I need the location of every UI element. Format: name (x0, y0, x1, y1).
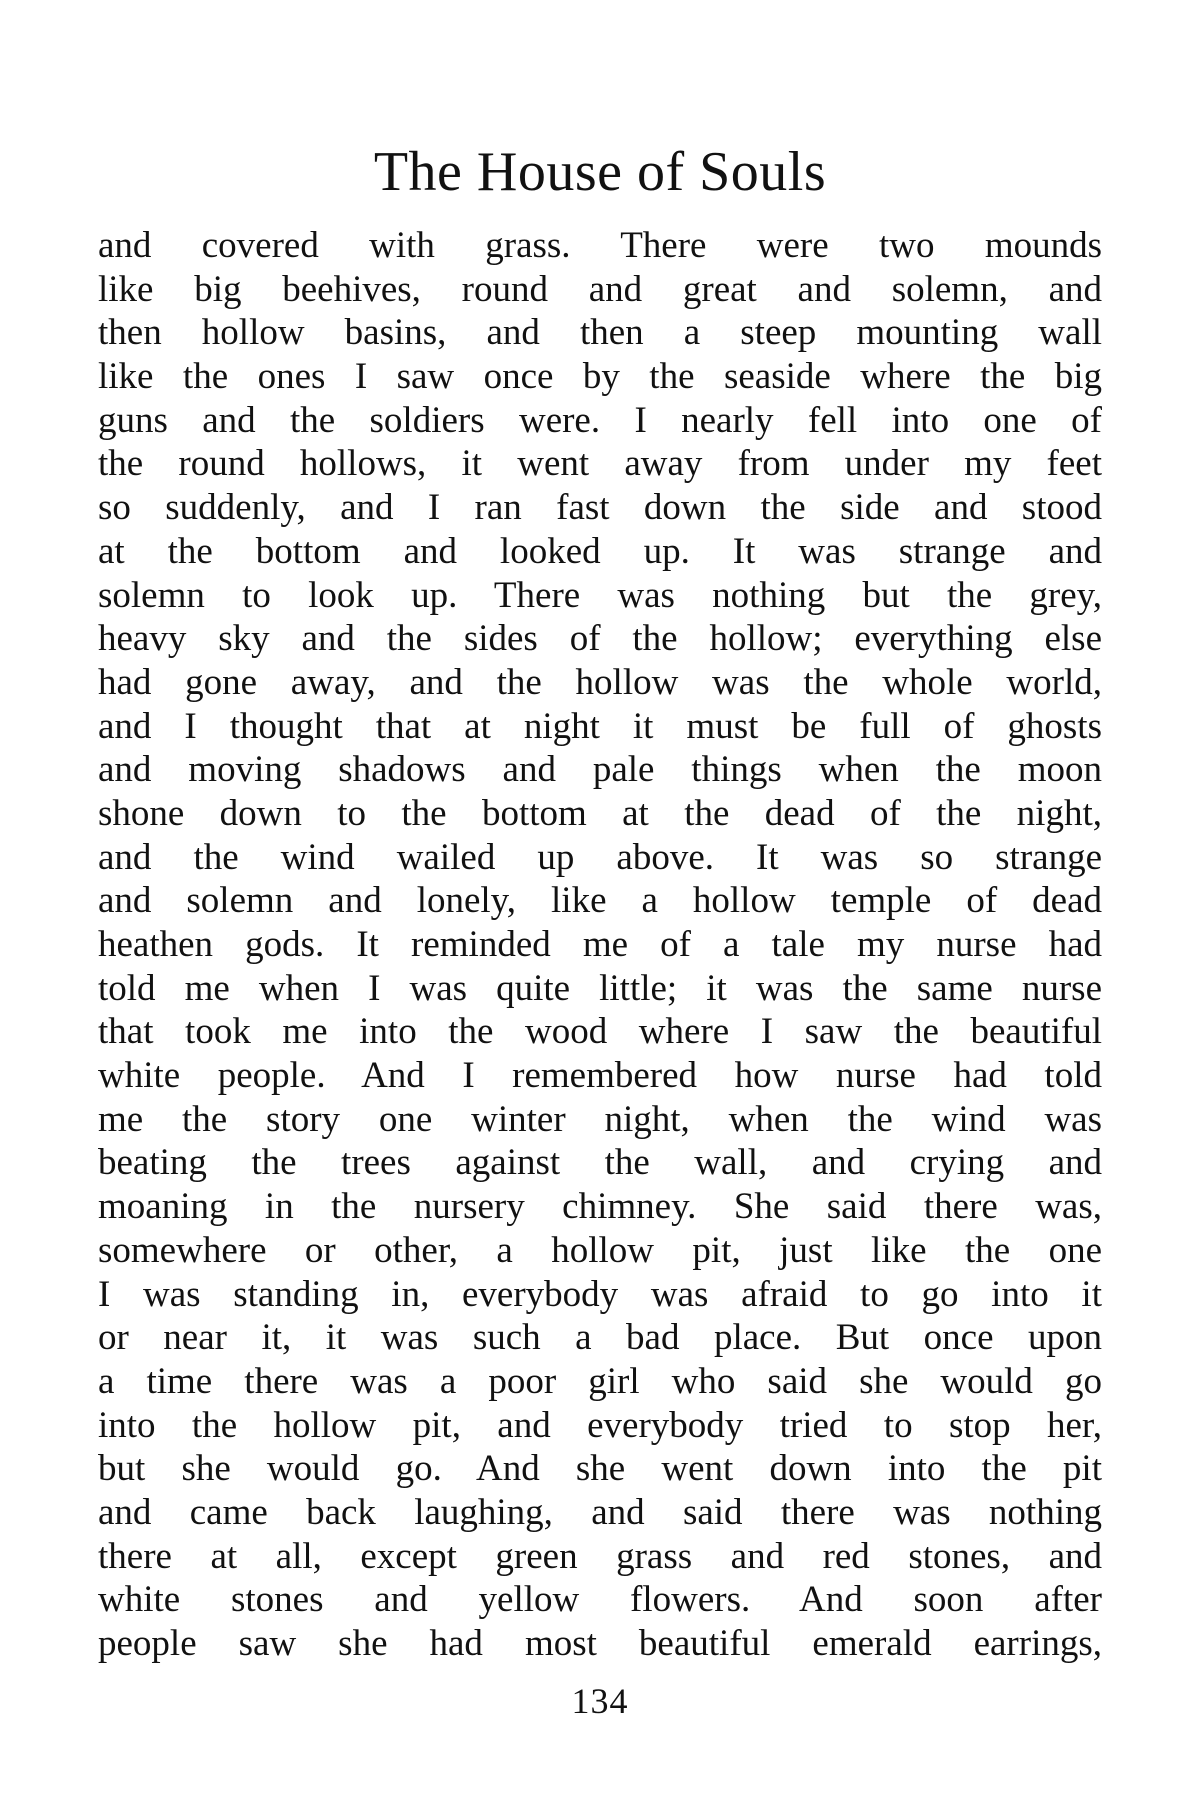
text-line: and moving shadows and pale things when the moon (98, 749, 1102, 791)
text-line: and came back laughing, and said there was nothing (98, 1491, 1102, 1533)
text-line: then hollow basins, and then a steep mounting wall (98, 312, 1102, 354)
text-line: or near it, it was such a bad place. But once upon (98, 1317, 1102, 1359)
text-line: but she would go. And she went down into the pit (98, 1448, 1102, 1490)
page-number: 134 (571, 1681, 629, 1721)
text-line: like big beehives, round and great and solemn, and (98, 268, 1102, 310)
text-line: moaning in the nursery chimney. She said there was, (98, 1186, 1102, 1228)
text-line: like the ones I saw once by the seaside where the big (98, 356, 1102, 398)
text-line: I was standing in, everybody was afraid to go into it (98, 1273, 1102, 1315)
text-line: the round hollows, it went away from under my feet (98, 443, 1102, 485)
text-line: that took me into the wood where I saw the beautiful (98, 1011, 1102, 1053)
text-line: and covered with grass. There were two mounds (98, 225, 1102, 266)
text-line: at the bottom and looked up. It was strange and (98, 530, 1102, 572)
text-line: white stones and yellow flowers. And soon after (98, 1579, 1102, 1621)
text-line: and I thought that at night it must be full of ghosts (98, 705, 1102, 747)
text-line: told me when I was quite little; it was the same nurse (98, 967, 1102, 1009)
text-line: and solemn and lonely, like a hollow temple of dead (98, 880, 1102, 922)
body-text (98, 224, 1102, 1666)
text-line: beating the trees against the wall, and crying and (98, 1142, 1102, 1184)
text-line: there at all, except green grass and red stones, and (98, 1535, 1102, 1577)
text-line: somewhere or other, a hollow pit, just like the one (98, 1229, 1102, 1271)
text-line: heavy sky and the sides of the hollow; everything else (98, 618, 1102, 660)
text-line: white people. And I remembered how nurse had told (98, 1055, 1102, 1097)
running-title: The House of Souls (373, 141, 827, 203)
text-line: had gone away, and the hollow was the whole world, (98, 661, 1102, 703)
text-line: solemn to look up. There was nothing but the grey, (98, 574, 1102, 616)
text-line: so suddenly, and I ran fast down the side and stood (98, 487, 1102, 529)
text-line: heathen gods. It reminded me of a tale my nurse had (98, 924, 1102, 965)
text-line: guns and the soldiers were. I nearly fell into one of (98, 399, 1102, 441)
text-line: into the hollow pit, and everybody tried to stop her, (98, 1404, 1102, 1446)
text-line: a time there was a poor girl who said she would go (98, 1360, 1102, 1402)
text-line: shone down to the bottom at the dead of the night, (98, 792, 1102, 834)
text-line: people saw she had most beautiful emerald earrings, (98, 1623, 1102, 1664)
text-line: me the story one winter night, when the wind was (98, 1098, 1102, 1140)
text-line: and the wind wailed up above. It was so strange (98, 836, 1102, 878)
